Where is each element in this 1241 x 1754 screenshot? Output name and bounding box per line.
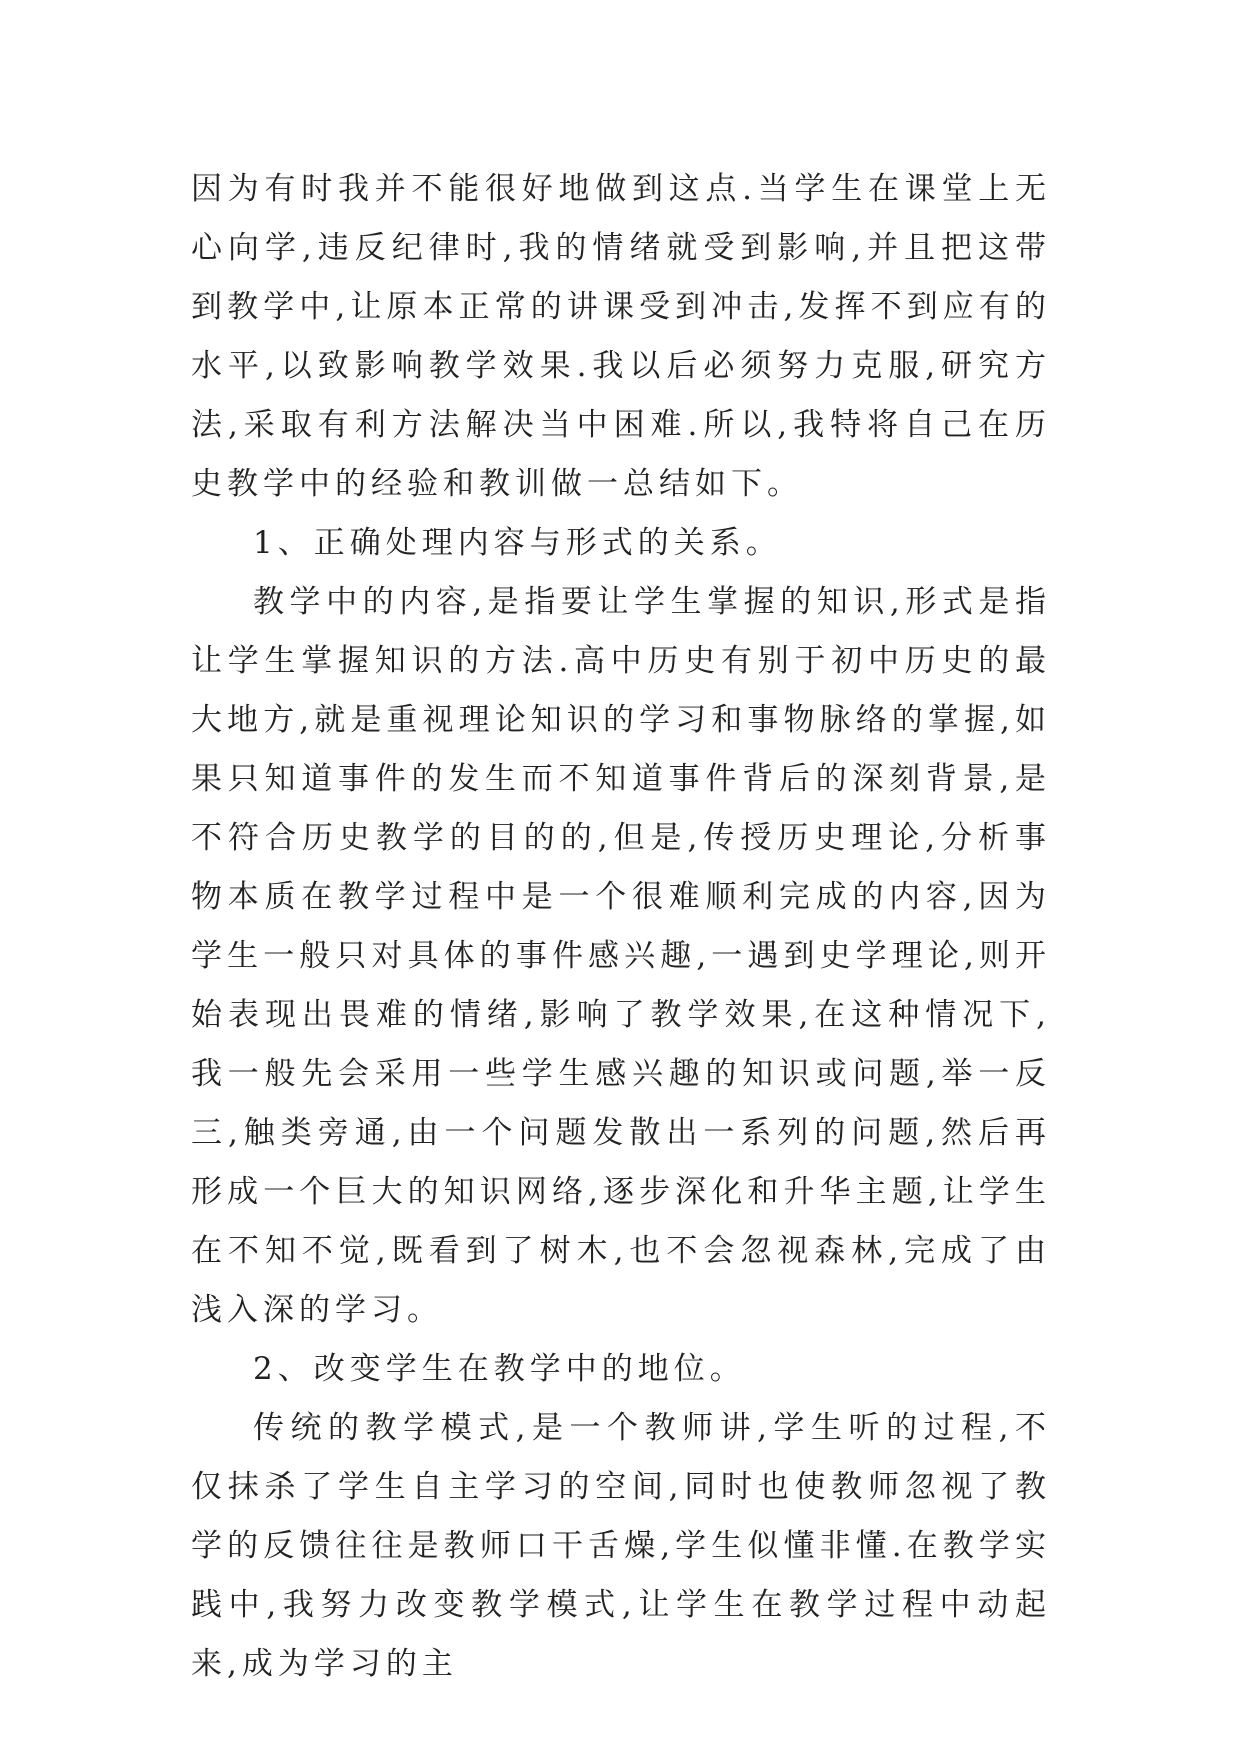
paragraph-content-form: 教学中的内容,是指要让学生掌握的知识,形式是指让学生掌握知识的方法.高中历史有别于初中历史的最大地方,就是重视理论知识的学习和事物脉络的掌握,如果只知道事件的发生而不知道事件背后的深刻背景,是不符合历史教学的目的的,但是,传授历史理论,分析事物本质在教学过程中是一个很难顺利完成的内容,因为学生一般只对具体的事件感兴趣,一遇到史学理论,则开始表现出畏难的情绪,影响了教学效果,在这种情况下,我一般先会采用一些学生感兴趣的知识或问题,举一反三,触类旁通,由一个问题发散出一系列的问题,然后再形成一个巨大的知识网络,逐步深化和升华主题,让学生在不知不觉,既看到了树木,也不会忽视森林,完成了由浅入深的学习。 — [191, 584, 1051, 1328]
paragraph-intro: 因为有时我并不能很好地做到这点.当学生在课堂上无心向学,违反纪律时,我的情绪就受到影响,并且把这带到教学中,让原本正常的讲课受到冲击,发挥不到应有的水平,以致影响教学效果.我以后必须努力克服,研究方法,采取有利方法解决当中困难.所以,我特将自己在历史教学中的经验和教训做一总结如下。 — [191, 171, 1051, 502]
document-body — [191, 160, 1051, 1694]
section-heading-2: 2、改变学生在教学中的地位。 — [253, 1351, 746, 1387]
paragraph-teaching-mode: 传统的教学模式,是一个教师讲,学生听的过程,不仅抹杀了学生自主学习的空间,同时也使教师忽视了教学的反馈往往是教师口干舌燥,学生似懂非懂.在教学实践中,我努力改变教学模式,让学生在教学过程中动起来,成为学习的主 — [191, 1410, 1051, 1682]
section-heading-1: 1、正确处理内容与形式的关系。 — [253, 525, 782, 561]
